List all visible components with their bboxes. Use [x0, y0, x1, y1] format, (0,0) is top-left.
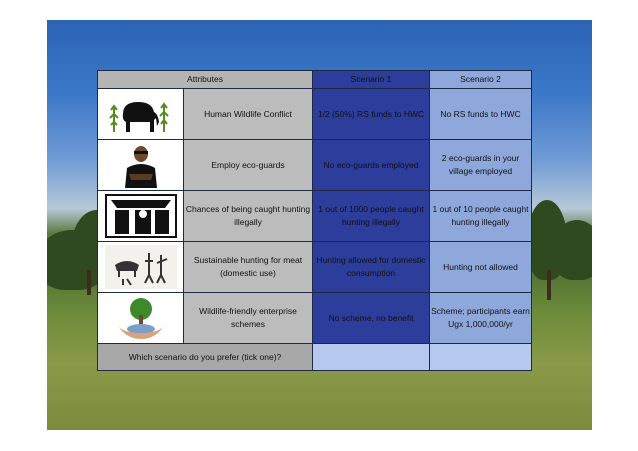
table-row	[98, 191, 532, 242]
attribute-label: Employ eco-guards	[184, 140, 313, 191]
scenario-2-cell: 2 eco-guards in your village employed	[430, 140, 532, 191]
attribute-label: Sustainable hunting for meat (domestic use)	[184, 242, 313, 293]
scenario-1-cell: No eco-guards employed	[313, 140, 430, 191]
caught-hunting-icon	[98, 191, 184, 242]
scenario-1-cell: Hunting allowed for domestic consumption	[313, 242, 430, 293]
header-scenario-1: Scenario 1	[313, 71, 430, 89]
scenario-1-cell: 1 out of 1000 people caught hunting illegally	[313, 191, 430, 242]
scenario-2-cell: No RS funds to HWC	[430, 89, 532, 140]
table-row	[98, 140, 532, 191]
scenario-1-cell: 1/2 (50%) RS funds to HWC	[313, 89, 430, 140]
scenario-2-cell: Scheme; participants earn Ugx 1,000,000/yr	[430, 293, 532, 344]
attribute-label: Human Wildlife Conflict	[184, 89, 313, 140]
table-row	[98, 242, 532, 293]
attribute-label: Chances of being caught hunting illegally	[184, 191, 313, 242]
header-attributes: Attributes	[98, 71, 313, 89]
table-row	[98, 89, 532, 140]
elephant-and-crops-icon	[98, 89, 184, 140]
scenario-2-cell: 1 out of 10 people caught hunting illegally	[430, 191, 532, 242]
tree-in-hands-icon	[98, 293, 184, 344]
cave-painting-hunters-icon	[98, 242, 184, 293]
attributes-table	[97, 70, 532, 371]
scenario-1-cell: No scheme, no benefit	[313, 293, 430, 344]
scenario-2-cell: Hunting not allowed	[430, 242, 532, 293]
preference-question: Which scenario do you prefer (tick one)?	[98, 344, 313, 371]
scenario-1-tick-box[interactable]	[313, 344, 430, 371]
table-row	[98, 293, 532, 344]
attribute-label: Wildlife-friendly enterprise schemes	[184, 293, 313, 344]
eco-guard-icon	[98, 140, 184, 191]
scenario-2-tick-box[interactable]	[430, 344, 532, 371]
header-scenario-2: Scenario 2	[430, 71, 532, 89]
